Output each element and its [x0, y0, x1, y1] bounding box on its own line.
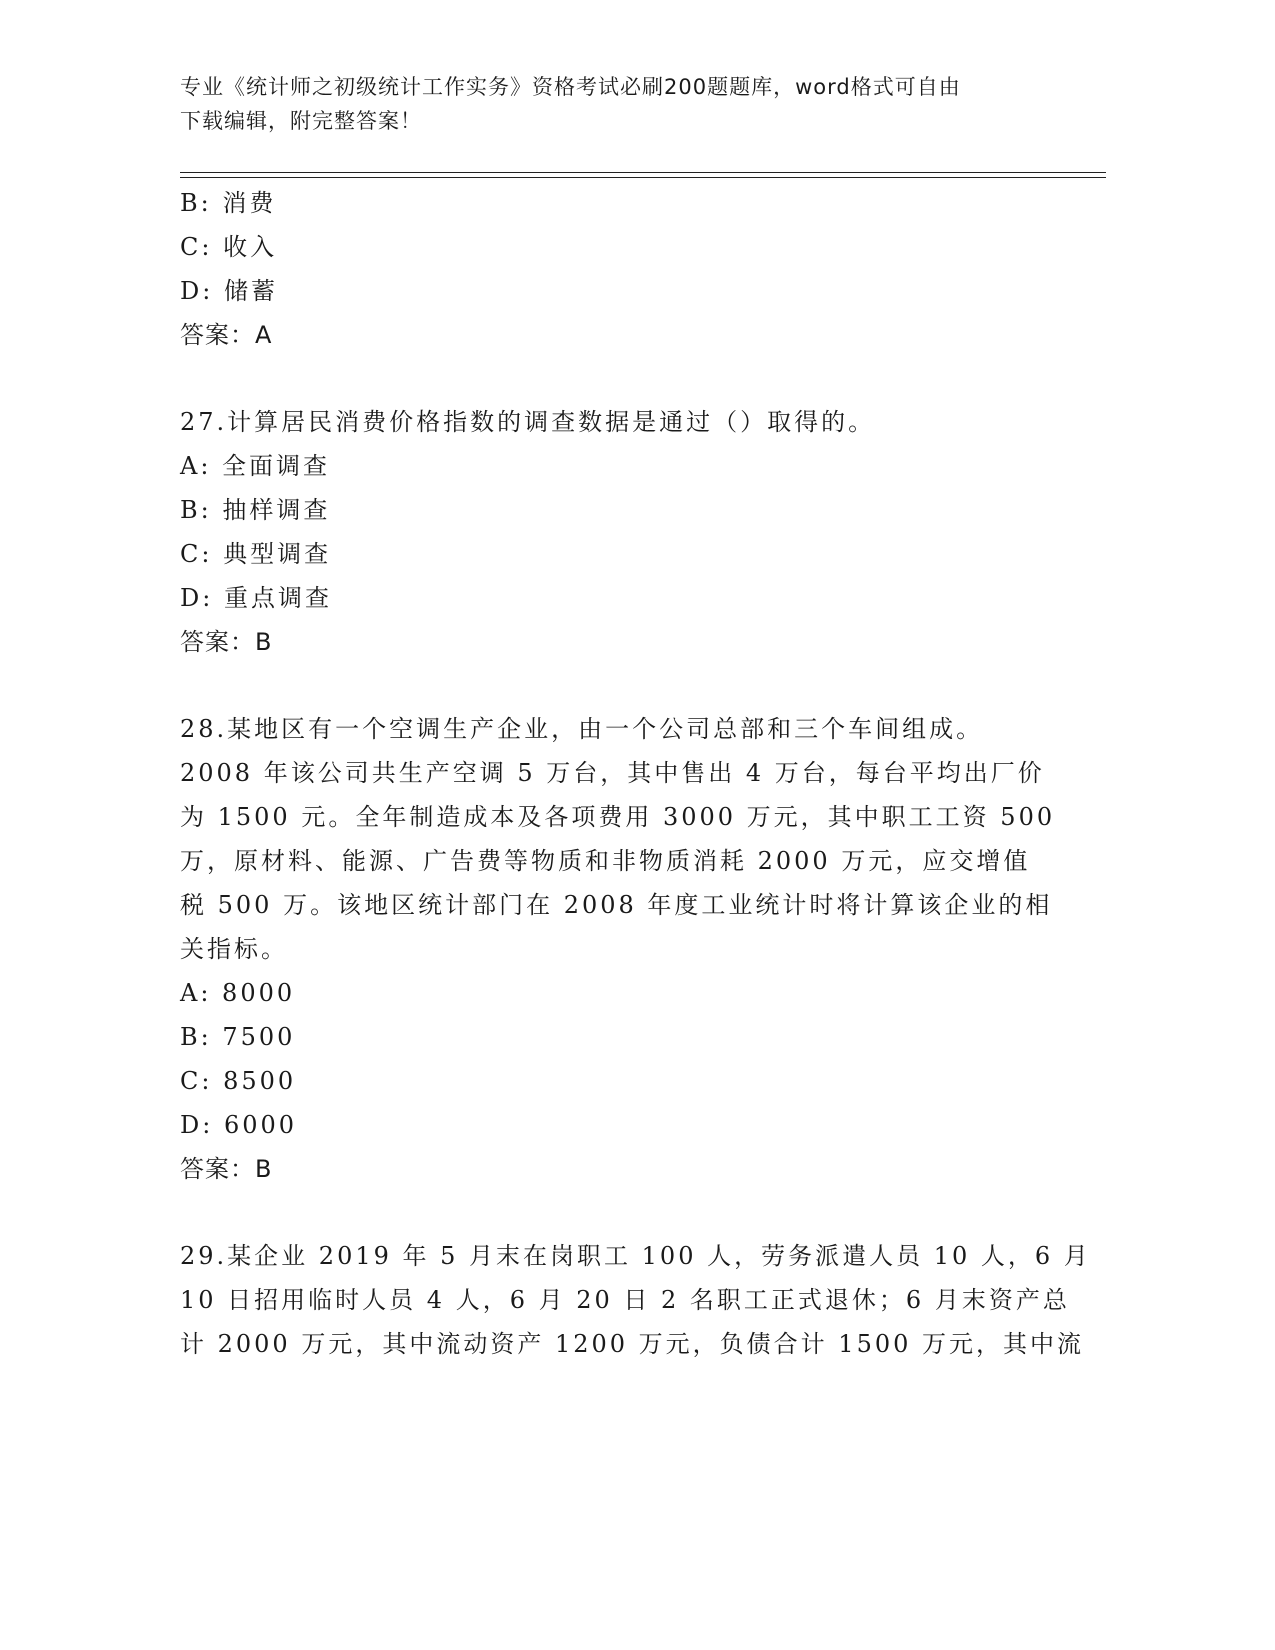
question-text: 27.计算居民消费价格指数的调查数据是通过（）取得的。	[180, 408, 876, 436]
header-divider-top	[180, 172, 1106, 173]
question-text-line: 2008 年该公司共生产空调 5 万台，其中售出 4 万台，每台平均出厂价	[180, 759, 1045, 787]
option-d: D: 6000	[180, 1111, 298, 1139]
header-divider-bottom	[180, 177, 1106, 178]
question-text-line: 为 1500 元。全年制造成本及各项费用 3000 万元，其中职工工资 500	[180, 803, 1056, 831]
header-line-2: 下载编辑，附完整答案！	[180, 109, 422, 133]
option-a: A: 8000	[180, 979, 296, 1007]
question-text-line: 关指标。	[180, 935, 288, 963]
spacer	[180, 1191, 1040, 1234]
spacer	[180, 664, 1040, 707]
option-b: B: 7500	[180, 1023, 296, 1051]
question-26-continued	[180, 181, 1040, 357]
document-header	[180, 70, 1060, 138]
answer-line: 答案：A	[180, 321, 273, 349]
question-28	[180, 707, 1056, 1191]
question-content	[180, 181, 1091, 1366]
option-d: D: 重点调查	[180, 584, 332, 612]
question-text-line: 万，原材料、能源、广告费等物质和非物质消耗 2000 万元，应交增值	[180, 847, 1031, 875]
option-b: B: 抽样调查	[180, 496, 331, 524]
question-text-line: 29.某企业 2019 年 5 月末在岗职工 100 人，劳务派遣人员 10 人，6 月	[180, 1242, 1091, 1270]
answer-line: 答案：B	[180, 628, 273, 656]
option-d: D: 储蓄	[180, 277, 278, 305]
question-text-line: 28.某地区有一个空调生产企业，由一个公司总部和三个车间组成。	[180, 715, 984, 743]
spacer	[180, 357, 1040, 400]
question-text-line: 计 2000 万元，其中流动资产 1200 万元，负债合计 1500 万元，其中流	[180, 1330, 1085, 1358]
option-a: A: 全面调查	[180, 452, 331, 480]
question-27	[180, 400, 1040, 664]
option-c: C: 8500	[180, 1067, 297, 1095]
question-text-line: 10 日招用临时人员 4 人，6 月 20 日 2 名职工正式退休；6 月末资产总	[180, 1286, 1070, 1314]
header-line-1: 专业《统计师之初级统计工作实务》资格考试必刷200题题库，word格式可自由	[180, 75, 961, 99]
question-29	[180, 1234, 1091, 1366]
option-c: C: 典型调查	[180, 540, 332, 568]
answer-line: 答案：B	[180, 1155, 273, 1183]
option-c: C: 收入	[180, 233, 278, 261]
option-b: B: 消费	[180, 189, 277, 217]
question-text-line: 税 500 万。该地区统计部门在 2008 年度工业统计时将计算该企业的相	[180, 891, 1053, 919]
